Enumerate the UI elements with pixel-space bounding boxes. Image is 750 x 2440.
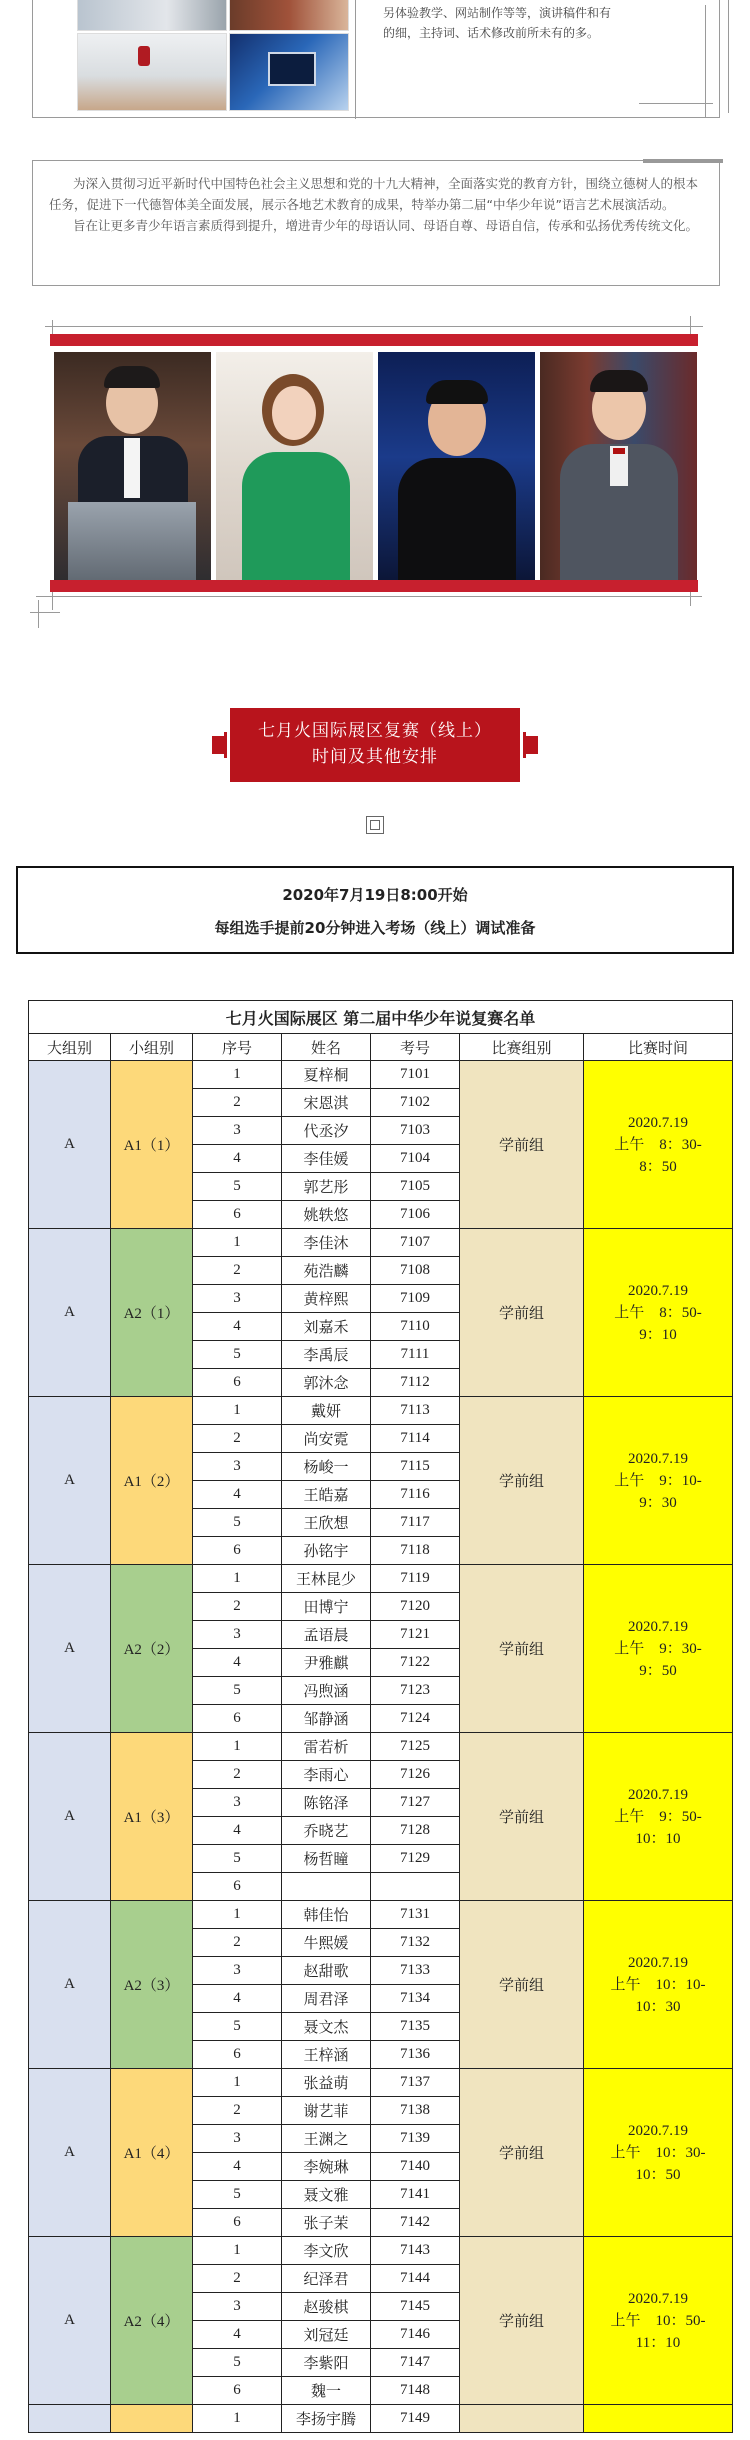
exam-no-cell: 7122 [371,1649,460,1677]
photo-classroom [77,0,227,31]
exam-no-cell: 7147 [371,2349,460,2377]
level-cell: 学前组 [460,1061,584,1229]
table-row [29,1397,733,1425]
name-cell: 王梓涵 [282,2041,371,2069]
level-cell: 学前组 [460,1397,584,1565]
exam-no-cell: 7135 [371,2013,460,2041]
name-cell: 聂文雅 [282,2181,371,2209]
top-card-line1: 另体验教学、网站制作等等，演讲稿件和有 [383,6,612,20]
name-cell: 赵甜歌 [282,1957,371,1985]
big-group-cell: A [29,1229,111,1397]
exam-no-cell: 7107 [371,1229,460,1257]
exam-no-cell: 7111 [371,1341,460,1369]
name-cell [282,1873,371,1901]
exam-no-cell: 7148 [371,2377,460,2405]
seq-cell: 2 [193,1929,282,1957]
exam-no-cell: 7113 [371,1397,460,1425]
exam-no-cell: 7149 [371,2405,460,2433]
table-title: 七月火国际展区 第二届中华少年说复赛名单 [29,1001,733,1034]
exam-no-cell: 7124 [371,1705,460,1733]
exam-no-cell: 7137 [371,2069,460,2097]
time-time2: 9：50 [639,1662,677,1679]
table-header-row [29,1034,733,1061]
exam-no-cell: 7129 [371,1845,460,1873]
big-group-cell: A [29,2069,111,2237]
exam-no-cell: 7128 [371,1817,460,1845]
time-time2: 10：10 [635,1830,681,1847]
name-cell: 张益萌 [282,2069,371,2097]
exam-no-cell: 7116 [371,1481,460,1509]
prep-notice-text: 每组选手提前20分钟进入考场（线上）调试准备 [214,919,536,937]
name-cell: 李雨心 [282,1761,371,1789]
seq-cell: 2 [193,1257,282,1285]
time-time1: 上午 9：50- [614,1808,702,1825]
sub-group-cell: A2（1） [111,1229,193,1397]
seq-cell: 5 [193,1677,282,1705]
name-cell: 宋恩淇 [282,1089,371,1117]
name-cell: 牛熙媛 [282,1929,371,1957]
seq-cell: 4 [193,1313,282,1341]
time-time1: 上午 8：50- [614,1304,702,1321]
exam-no-cell [371,1873,460,1901]
time-cell [584,1397,733,1565]
header-big-group: 大组别 [29,1034,111,1061]
time-date: 2020.7.19 [628,1450,689,1467]
seq-cell: 6 [193,1705,282,1733]
time-time1: 上午 9：10- [614,1472,702,1489]
table-row [29,1901,733,1929]
start-time-text: 2020年7月19日8:00开始 [282,886,468,904]
big-group-cell: A [29,1565,111,1733]
schedule-table [28,1000,733,2433]
sub-group-cell: A1（4） [111,2069,193,2237]
sub-group-cell: A2（2） [111,1565,193,1733]
name-cell: 雷若析 [282,1733,371,1761]
seq-cell: 2 [193,1425,282,1453]
name-cell: 韩佳怡 [282,1901,371,1929]
banner-title: 七月火国际展区复赛（线上） [258,721,492,741]
name-cell: 王皓嘉 [282,1481,371,1509]
level-cell: 学前组 [460,2237,584,2405]
big-group-cell [29,2405,111,2433]
time-cell [584,2237,733,2405]
time-time1: 上午 9：30- [614,1640,702,1657]
sub-group-cell: A1（2） [111,1397,193,1565]
name-cell: 孙铭宇 [282,1537,371,1565]
name-cell: 李扬宇腾 [282,2405,371,2433]
card-divider [355,0,356,119]
seq-cell: 6 [193,2377,282,2405]
exam-no-cell: 7131 [371,1901,460,1929]
schedule-notice-box [16,866,734,954]
seq-cell: 1 [193,1901,282,1929]
name-cell: 邹静涵 [282,1705,371,1733]
table-row [29,1565,733,1593]
time-cell [584,1733,733,1901]
name-cell: 杨峻一 [282,1453,371,1481]
level-cell: 学前组 [460,2069,584,2237]
name-cell: 黄梓熙 [282,1285,371,1313]
name-cell: 李婉琳 [282,2153,371,2181]
exam-no-cell: 7120 [371,1593,460,1621]
table-row [29,2405,733,2433]
seq-cell: 4 [193,2321,282,2349]
frame-line [30,612,60,613]
name-cell: 代丞汐 [282,1117,371,1145]
name-cell: 冯煦涵 [282,1677,371,1705]
frame-line [36,596,702,597]
header-level: 比赛组别 [460,1034,584,1061]
seq-cell: 4 [193,2153,282,2181]
deco-line [728,0,729,113]
seq-cell: 5 [193,2349,282,2377]
name-cell: 戴妍 [282,1397,371,1425]
header-sub-group: 小组别 [111,1034,193,1061]
name-cell: 刘嘉禾 [282,1313,371,1341]
seq-cell: 1 [193,2069,282,2097]
seq-cell: 4 [193,1649,282,1677]
exam-no-cell: 7140 [371,2153,460,2181]
big-group-cell: A [29,1901,111,2069]
name-cell: 李佳媛 [282,1145,371,1173]
table-row [29,2237,733,2265]
table-row [29,1061,733,1089]
exam-no-cell: 7114 [371,1425,460,1453]
exam-no-cell: 7139 [371,2125,460,2153]
big-group-cell: A [29,1061,111,1229]
top-card [32,0,720,118]
name-cell: 谢艺菲 [282,2097,371,2125]
name-cell: 乔晓艺 [282,1817,371,1845]
exam-no-cell: 7127 [371,1789,460,1817]
seq-cell: 3 [193,1957,282,1985]
exam-no-cell: 7112 [371,1369,460,1397]
judge-photo-4 [540,352,697,586]
exam-no-cell: 7143 [371,2237,460,2265]
exam-no-cell: 7126 [371,1761,460,1789]
time-time2: 9：30 [639,1494,677,1511]
name-cell: 李文欣 [282,2237,371,2265]
exam-no-cell: 7121 [371,1621,460,1649]
seq-cell: 5 [193,2181,282,2209]
seq-cell: 5 [193,1509,282,1537]
judge-photo-3 [378,352,535,586]
seq-cell: 2 [193,1089,282,1117]
deco-line [705,5,706,117]
time-time2: 11：10 [635,2334,681,2351]
name-cell: 王渊之 [282,2125,371,2153]
name-cell: 王欣想 [282,1509,371,1537]
seq-cell: 2 [193,2265,282,2293]
time-time2: 9：10 [639,1326,677,1343]
name-cell: 李禹辰 [282,1341,371,1369]
header-time: 比赛时间 [584,1034,733,1061]
time-date: 2020.7.19 [628,1282,689,1299]
frame-line [45,326,703,327]
name-cell: 周君泽 [282,1985,371,2013]
intro-accent-bar [643,159,723,163]
header-exam-no: 考号 [371,1034,460,1061]
exam-no-cell: 7105 [371,1173,460,1201]
sub-group-cell: A1（3） [111,1733,193,1901]
exam-no-cell: 7106 [371,1201,460,1229]
exam-no-cell: 7108 [371,1257,460,1285]
time-date: 2020.7.19 [628,1114,689,1131]
seq-cell: 3 [193,1117,282,1145]
name-cell: 魏一 [282,2377,371,2405]
level-cell: 学前组 [460,1229,584,1397]
seq-cell: 1 [193,1229,282,1257]
exam-no-cell: 7132 [371,1929,460,1957]
name-cell: 李紫阳 [282,2349,371,2377]
exam-no-cell: 7117 [371,1509,460,1537]
header-name: 姓名 [282,1034,371,1061]
seq-cell: 3 [193,1621,282,1649]
seq-cell: 2 [193,1593,282,1621]
seq-cell: 6 [193,1537,282,1565]
exam-no-cell: 7102 [371,1089,460,1117]
time-date: 2020.7.19 [628,2290,689,2307]
exam-no-cell: 7141 [371,2181,460,2209]
sub-group-cell: A1（1） [111,1061,193,1229]
name-cell: 田博宁 [282,1593,371,1621]
big-group-cell: A [29,1733,111,1901]
seq-cell: 5 [193,1845,282,1873]
top-card-text [383,3,713,43]
level-cell: 学前组 [460,1733,584,1901]
seq-cell: 6 [193,2041,282,2069]
table-row [29,1229,733,1257]
level-cell: 学前组 [460,1565,584,1733]
seq-cell: 5 [193,1173,282,1201]
banner-subtitle: 时间及其他安排 [312,747,438,767]
judge-photo-1 [54,352,211,586]
exam-no-cell: 7104 [371,1145,460,1173]
name-cell: 郭艺彤 [282,1173,371,1201]
exam-no-cell: 7138 [371,2097,460,2125]
time-time1: 上午 10：50- [610,2312,706,2329]
big-group-cell: A [29,1397,111,1565]
exam-no-cell: 7125 [371,1733,460,1761]
seq-cell: 1 [193,1061,282,1089]
seq-cell: 1 [193,2237,282,2265]
name-cell: 孟语晨 [282,1621,371,1649]
big-group-cell: A [29,2237,111,2405]
seq-cell: 2 [193,2097,282,2125]
banner-right-ornament [526,736,538,754]
photo-office [77,33,227,111]
exam-no-cell: 7103 [371,1117,460,1145]
seq-cell: 5 [193,2013,282,2041]
name-cell: 赵骏棋 [282,2293,371,2321]
seq-cell: 5 [193,1341,282,1369]
seq-cell: 3 [193,1285,282,1313]
header-seq: 序号 [193,1034,282,1061]
seq-cell: 4 [193,1985,282,2013]
name-cell: 夏梓桐 [282,1061,371,1089]
seq-cell: 3 [193,1453,282,1481]
sub-group-cell [111,2405,193,2433]
exam-no-cell: 7134 [371,1985,460,2013]
exam-no-cell: 7115 [371,1453,460,1481]
deco-line [639,103,713,104]
judges-photo-strip [50,334,698,592]
intro-paragraph-1: 为深入贯彻习近平新时代中国特色社会主义思想和党的十九大精神，全面落实党的教育方针，围绕立德树人的根本任务，促进下一代德智体美全面发展，展示各地艺术教育的成果，特举办第二届“中华少年说”语言艺术展演活动。 [49,176,699,212]
time-time2: 10：50 [635,2166,681,2183]
sub-group-cell: A2（3） [111,1901,193,2069]
seq-cell: 1 [193,1733,282,1761]
seq-cell: 6 [193,1201,282,1229]
exam-no-cell: 7145 [371,2293,460,2321]
name-cell: 张子茉 [282,2209,371,2237]
seq-cell: 2 [193,1761,282,1789]
seq-cell: 4 [193,1145,282,1173]
seq-cell: 4 [193,1817,282,1845]
time-cell [584,1061,733,1229]
exam-no-cell: 7142 [371,2209,460,2237]
name-cell: 尚安霓 [282,1425,371,1453]
time-time1: 上午 8：30- [614,1136,702,1153]
exam-no-cell: 7109 [371,1285,460,1313]
name-cell: 郭沐念 [282,1369,371,1397]
seq-cell: 4 [193,1481,282,1509]
seq-cell: 6 [193,1369,282,1397]
image-placeholder-icon [366,816,384,834]
time-date: 2020.7.19 [628,1786,689,1803]
name-cell: 杨哲瞳 [282,1845,371,1873]
table-row [29,2069,733,2097]
photo-computer [229,33,349,111]
exam-no-cell: 7146 [371,2321,460,2349]
exam-no-cell: 7119 [371,1565,460,1593]
name-cell: 纪泽君 [282,2265,371,2293]
banner-left-ornament [212,736,224,754]
name-cell: 尹雅麒 [282,1649,371,1677]
intro-paragraph-2: 旨在让更多青少年语言素质得到提升，增进青少年的母语认同、母语自尊、母语自信，传承和弘扬优秀传统文化。 [73,218,699,233]
sub-group-cell: A2（4） [111,2237,193,2405]
time-date: 2020.7.19 [628,1618,689,1635]
time-cell [584,2069,733,2237]
name-cell: 刘冠廷 [282,2321,371,2349]
time-cell [584,1901,733,2069]
time-date: 2020.7.19 [628,2122,689,2139]
seq-cell: 1 [193,1397,282,1425]
time-cell [584,1229,733,1397]
photo-strip-bottom-bar [50,580,698,592]
seq-cell: 1 [193,2405,282,2433]
seq-cell: 3 [193,2125,282,2153]
level-cell: 学前组 [460,1901,584,2069]
time-cell [584,2405,733,2433]
table-row [29,1733,733,1761]
seq-cell: 3 [193,2293,282,2321]
exam-no-cell: 7144 [371,2265,460,2293]
seq-cell: 6 [193,1873,282,1901]
top-card-line2: 的细，主持词、话术修改前所未有的多。 [383,26,600,40]
frame-line [38,600,39,628]
exam-no-cell: 7110 [371,1313,460,1341]
section-banner [230,708,520,782]
time-time1: 上午 10：30- [610,2144,706,2161]
level-cell [460,2405,584,2433]
name-cell: 苑浩麟 [282,1257,371,1285]
name-cell: 聂文杰 [282,2013,371,2041]
judge-photo-2 [216,352,373,586]
time-time2: 8：50 [639,1158,677,1175]
name-cell: 陈铭泽 [282,1789,371,1817]
time-date: 2020.7.19 [628,1954,689,1971]
name-cell: 王林昆少 [282,1565,371,1593]
banner-left-ornament [224,732,227,758]
exam-no-cell: 7118 [371,1537,460,1565]
photo-desk [229,0,349,31]
exam-no-cell: 7136 [371,2041,460,2069]
seq-cell: 3 [193,1789,282,1817]
exam-no-cell: 7123 [371,1677,460,1705]
seq-cell: 1 [193,1565,282,1593]
photo-strip-top-bar [50,334,698,346]
intro-box [32,160,720,286]
name-cell: 李佳沐 [282,1229,371,1257]
seq-cell: 6 [193,2209,282,2237]
exam-no-cell: 7133 [371,1957,460,1985]
time-time2: 10：30 [635,1998,681,2015]
exam-no-cell: 7101 [371,1061,460,1089]
time-time1: 上午 10：10- [610,1976,706,1993]
name-cell: 姚轶悠 [282,1201,371,1229]
time-cell [584,1565,733,1733]
